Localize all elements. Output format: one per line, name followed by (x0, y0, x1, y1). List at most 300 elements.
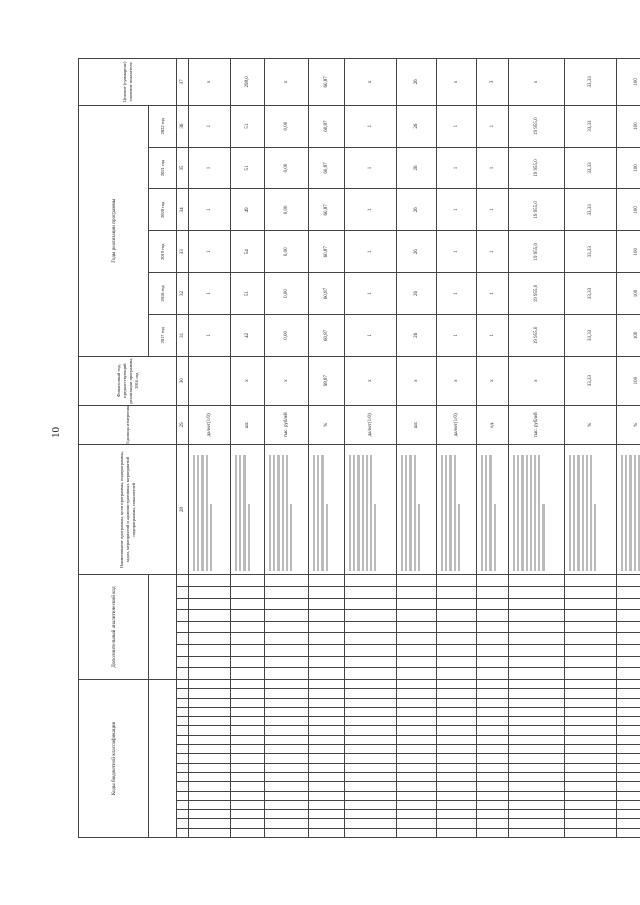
code-cell (509, 810, 565, 819)
text-line-placeholder (282, 455, 284, 571)
code-cell (509, 698, 565, 707)
cell-v2021: 1 (477, 147, 509, 189)
code-cell (231, 668, 265, 680)
code-cell (397, 819, 437, 828)
cell-v2018: 1 (189, 273, 231, 315)
code-column-number-cell (177, 598, 189, 610)
code-cell (189, 745, 231, 754)
text-line-placeholder (374, 504, 376, 572)
code-cell (477, 689, 509, 698)
rotated-sheet (78, 58, 639, 838)
text-line-placeholder (449, 455, 451, 571)
cell-v2018: 1 (437, 273, 477, 315)
code-cell (509, 735, 565, 744)
code-cell (565, 610, 617, 622)
code-cell (265, 763, 309, 772)
code-cell (565, 735, 617, 744)
text-line-placeholder (321, 455, 323, 571)
code-column-number-cell (177, 763, 189, 772)
cell-v2022: 26 (397, 105, 437, 147)
text-line-placeholder (210, 504, 212, 572)
code-cell (309, 800, 345, 809)
code-cell (437, 717, 477, 726)
code-cell (509, 828, 565, 837)
text-line-placeholder (586, 455, 588, 571)
code-cell (397, 707, 437, 716)
cell-v2021: 1 (437, 147, 477, 189)
column-number-30: 30 (177, 356, 189, 405)
code-cell (509, 754, 565, 763)
code-column-number-cell (177, 679, 189, 688)
code-cell (617, 828, 640, 837)
cell-v2018: 60,87 (309, 273, 345, 315)
cell-unit: % (565, 405, 617, 445)
cell-target: х (345, 59, 397, 106)
cell-v2020: 33,33 (565, 189, 617, 231)
code-cell (437, 610, 477, 622)
text-line-placeholder (485, 455, 487, 571)
code-cell (189, 698, 231, 707)
code-cell (231, 575, 265, 587)
code-cell (231, 735, 265, 744)
cell-v2017: 100 (617, 314, 640, 356)
code-cell (231, 707, 265, 716)
cell-v2018: 0,00 (265, 273, 309, 315)
cell-v2022: 19 955,0 (509, 105, 565, 147)
cell-v2021: 60,87 (309, 147, 345, 189)
text-line-placeholder (441, 455, 443, 571)
code-cell (265, 575, 309, 587)
cell-target: х (509, 59, 565, 106)
code-cell (265, 644, 309, 656)
code-column-number-cell (177, 698, 189, 707)
column-number-35: 35 (177, 147, 189, 189)
cell-v2017: 0,00 (265, 314, 309, 356)
code-cell (345, 707, 397, 716)
table-row (189, 59, 231, 838)
code-cell (477, 717, 509, 726)
cell-v2016: х (397, 356, 437, 405)
code-cell (345, 717, 397, 726)
code-cell (231, 621, 265, 633)
code-column-number-cell (177, 610, 189, 622)
text-line-placeholder (286, 455, 288, 571)
code-cell (565, 668, 617, 680)
cell-v2021: 100 (617, 147, 640, 189)
code-cell (509, 575, 565, 587)
text-line-placeholder (582, 455, 584, 571)
code-cell (565, 763, 617, 772)
text-line-placeholder (534, 455, 536, 571)
text-line-placeholder (313, 455, 315, 571)
program-classifier-header: Дополнительный аналитический код (79, 575, 149, 680)
code-cell (309, 575, 345, 587)
code-cell (437, 763, 477, 772)
code-cell (437, 800, 477, 809)
code-cell (397, 679, 437, 688)
code-cell (309, 679, 345, 688)
code-cell (565, 644, 617, 656)
text-line-placeholder (594, 504, 596, 572)
code-cell (617, 610, 640, 622)
code-cell (189, 656, 231, 668)
code-cell (231, 633, 265, 645)
code-cell (477, 819, 509, 828)
code-cell (509, 763, 565, 772)
cell-v2019: 1 (189, 231, 231, 273)
code-cell (345, 575, 397, 587)
code-cell (617, 735, 640, 744)
cell-v2019: 1 (437, 231, 477, 273)
code-cell (189, 772, 231, 781)
year-2022-header: 2022 год (149, 105, 177, 147)
text-line-placeholder (206, 455, 208, 571)
code-cell (309, 610, 345, 622)
text-line-placeholder (458, 504, 460, 572)
cell-v2016: х (437, 356, 477, 405)
code-cell (231, 754, 265, 763)
row-description (477, 445, 509, 575)
code-cell (309, 828, 345, 837)
code-cell (565, 745, 617, 754)
code-cell (231, 819, 265, 828)
page-number: 10 (50, 427, 62, 438)
code-cell (477, 735, 509, 744)
code-cell (437, 698, 477, 707)
code-cell (265, 800, 309, 809)
code-cell (189, 668, 231, 680)
cell-v2022: 1 (477, 105, 509, 147)
code-cell (397, 726, 437, 735)
code-cell (231, 598, 265, 610)
code-column-number-cell (177, 621, 189, 633)
cell-v2020: 49 (231, 189, 265, 231)
cell-v2020: 1 (345, 189, 397, 231)
cell-unit: тыс. рублей (509, 405, 565, 445)
cell-v2019: 100 (617, 231, 640, 273)
text-line-placeholder (454, 455, 456, 571)
code-cell (231, 763, 265, 772)
code-cell (565, 810, 617, 819)
code-cell (617, 679, 640, 688)
target-column-header: Целевое (суммарное) значение показателя (79, 59, 177, 106)
cell-v2016: х (265, 356, 309, 405)
cell-target: 100 (617, 59, 640, 106)
text-line-placeholder (357, 455, 359, 571)
code-cell (437, 598, 477, 610)
text-line-placeholder (629, 455, 631, 571)
cell-unit: тыс. рублей (265, 405, 309, 445)
code-cell (345, 791, 397, 800)
code-cell (509, 598, 565, 610)
code-cell (477, 772, 509, 781)
code-cell (397, 633, 437, 645)
text-line-placeholder (401, 455, 403, 571)
code-cell (565, 598, 617, 610)
text-line-placeholder (526, 455, 528, 571)
fin-year-header: Финансовый год, предшествующий реализации программы, 2016 год (79, 356, 177, 405)
code-cell (309, 772, 345, 781)
row-description (189, 445, 231, 575)
cell-v2019: 60,87 (309, 231, 345, 273)
table-row (477, 59, 509, 838)
text-line-placeholder (634, 455, 636, 571)
code-cell (437, 586, 477, 598)
code-cell (265, 726, 309, 735)
years-group-header: Годы реализации программы (79, 105, 149, 356)
code-cell (189, 763, 231, 772)
text-line-placeholder (405, 455, 407, 571)
code-cell (309, 735, 345, 744)
code-cell (309, 586, 345, 598)
code-column-number-cell (177, 735, 189, 744)
cell-unit: шт. (397, 405, 437, 445)
code-cell (345, 828, 397, 837)
table-rotation-wrapper (78, 58, 639, 838)
code-cell (309, 633, 345, 645)
code-cell (309, 621, 345, 633)
code-cell (231, 689, 265, 698)
cell-v2017: 26 (397, 314, 437, 356)
text-line-placeholder (409, 455, 411, 571)
table-row (231, 59, 265, 838)
text-line-placeholder (494, 504, 496, 572)
code-cell (189, 644, 231, 656)
cell-target: 33,33 (565, 59, 617, 106)
code-cell (565, 828, 617, 837)
text-line-placeholder (349, 455, 351, 571)
column-number-29: 29 (177, 405, 189, 445)
code-cell (231, 791, 265, 800)
cell-v2018: 33,33 (565, 273, 617, 315)
cell-target: 298,0 (231, 59, 265, 106)
code-column-number-cell (177, 810, 189, 819)
code-cell (231, 717, 265, 726)
cell-target: 3 (477, 59, 509, 106)
code-cell (189, 679, 231, 688)
code-cell (397, 575, 437, 587)
text-line-placeholder (621, 455, 623, 571)
row-description (265, 445, 309, 575)
code-cell (397, 610, 437, 622)
code-cell (437, 621, 477, 633)
code-cell (509, 726, 565, 735)
code-cell (509, 819, 565, 828)
code-cell (477, 726, 509, 735)
code-column-number-cell (177, 575, 189, 587)
code-cell (617, 810, 640, 819)
code-cell (617, 763, 640, 772)
row-description (309, 445, 345, 575)
row-description (565, 445, 617, 575)
cell-v2020: 60,87 (309, 189, 345, 231)
code-cell (231, 586, 265, 598)
code-cell (617, 644, 640, 656)
code-column-number-cell (177, 791, 189, 800)
code-cell (345, 745, 397, 754)
unit-column-header: Единица измерения (79, 405, 177, 445)
code-cell (437, 656, 477, 668)
row-description (437, 445, 477, 575)
code-cell (565, 726, 617, 735)
code-cell (189, 689, 231, 698)
code-column-number-cell (177, 819, 189, 828)
code-cell (509, 689, 565, 698)
cell-v2020: 100 (617, 189, 640, 231)
code-cell (509, 679, 565, 688)
code-cell (397, 698, 437, 707)
code-cell (345, 800, 397, 809)
cell-v2018: 19 955,0 (509, 273, 565, 315)
code-cell (265, 656, 309, 668)
cell-v2021: 0,00 (265, 147, 309, 189)
year-2017-header: 2017 год (149, 314, 177, 356)
code-cell (565, 586, 617, 598)
code-cell (565, 772, 617, 781)
code-cell (397, 763, 437, 772)
code-cell (231, 644, 265, 656)
code-cell (345, 668, 397, 680)
code-cell (477, 633, 509, 645)
code-column-number-cell (177, 828, 189, 837)
code-cell (437, 772, 477, 781)
code-cell (477, 644, 509, 656)
code-cell (189, 586, 231, 598)
code-cell (617, 656, 640, 668)
code-cell (309, 689, 345, 698)
cell-v2016: 33,33 (565, 356, 617, 405)
cell-unit: шт. (231, 405, 265, 445)
header-row-1 (79, 59, 149, 838)
cell-v2018: 26 (397, 273, 437, 315)
code-cell (437, 735, 477, 744)
cell-unit: % (309, 405, 345, 445)
code-cell (397, 782, 437, 791)
code-cell (345, 610, 397, 622)
code-cell (565, 754, 617, 763)
text-line-placeholder (353, 455, 355, 571)
code-cell (617, 621, 640, 633)
cell-v2019: 19 955,0 (509, 231, 565, 273)
code-cell (231, 679, 265, 688)
cell-target: х (265, 59, 309, 106)
code-cell (477, 698, 509, 707)
cell-v2018: 1 (477, 273, 509, 315)
code-cell (565, 698, 617, 707)
cell-v2019: 33,33 (565, 231, 617, 273)
code-cell (477, 810, 509, 819)
text-line-placeholder (239, 455, 241, 571)
column-number-37: 37 (177, 59, 189, 106)
code-cell (397, 668, 437, 680)
code-column-number-cell (177, 772, 189, 781)
code-cell (509, 656, 565, 668)
text-line-placeholder (481, 455, 483, 571)
code-cell (477, 668, 509, 680)
code-cell (309, 791, 345, 800)
code-cell (345, 726, 397, 735)
table-row (565, 59, 617, 838)
code-cell (565, 689, 617, 698)
code-cell (345, 698, 397, 707)
cell-v2021: 19 955,0 (509, 147, 565, 189)
code-column-number-cell (177, 782, 189, 791)
code-cell (437, 679, 477, 688)
cell-v2022: 60,87 (309, 105, 345, 147)
code-cell (309, 782, 345, 791)
code-cell (617, 707, 640, 716)
row-description (345, 445, 397, 575)
code-cell (189, 598, 231, 610)
code-cell (565, 791, 617, 800)
cell-v2021: 1 (345, 147, 397, 189)
code-cell (231, 772, 265, 781)
code-cell (509, 717, 565, 726)
code-cell (477, 575, 509, 587)
cell-v2022: 33,33 (565, 105, 617, 147)
cell-v2017: 1 (345, 314, 397, 356)
cell-unit: да/нет(1/0) (345, 405, 397, 445)
code-cell (617, 575, 640, 587)
code-column-number-cell (177, 754, 189, 763)
code-cell (617, 791, 640, 800)
cell-v2016: х (477, 356, 509, 405)
code-cell (309, 726, 345, 735)
text-line-placeholder (370, 455, 372, 571)
text-line-placeholder (366, 455, 368, 571)
code-cell (617, 745, 640, 754)
year-2019-header: 2019 год (149, 231, 177, 273)
text-line-placeholder (521, 455, 523, 571)
code-cell (231, 745, 265, 754)
text-line-placeholder (513, 455, 515, 571)
cell-v2022: 1 (437, 105, 477, 147)
cell-v2017: 33,33 (565, 314, 617, 356)
text-line-placeholder (517, 455, 519, 571)
table-row (617, 59, 640, 838)
code-cell (345, 621, 397, 633)
code-cell (617, 754, 640, 763)
row-description (617, 445, 640, 575)
code-cell (189, 726, 231, 735)
code-cell (309, 745, 345, 754)
code-cell (397, 754, 437, 763)
cell-v2016 (189, 356, 231, 405)
cell-v2021: 51 (231, 147, 265, 189)
cell-v2020: 19 955,0 (509, 189, 565, 231)
code-cell (345, 633, 397, 645)
code-cell (617, 726, 640, 735)
code-cell (617, 689, 640, 698)
cell-v2022: 0,00 (265, 105, 309, 147)
cell-v2017: 1 (477, 314, 509, 356)
code-cell (231, 656, 265, 668)
text-line-placeholder (445, 455, 447, 571)
code-cell (265, 782, 309, 791)
code-cell (265, 717, 309, 726)
code-cell (397, 644, 437, 656)
code-cell (617, 598, 640, 610)
code-cell (437, 689, 477, 698)
code-cell (309, 754, 345, 763)
code-cell (509, 668, 565, 680)
code-cell (617, 772, 640, 781)
code-cell (477, 656, 509, 668)
column-number-34: 34 (177, 189, 189, 231)
text-line-placeholder (489, 455, 491, 571)
code-cell (477, 791, 509, 800)
code-cell (265, 707, 309, 716)
